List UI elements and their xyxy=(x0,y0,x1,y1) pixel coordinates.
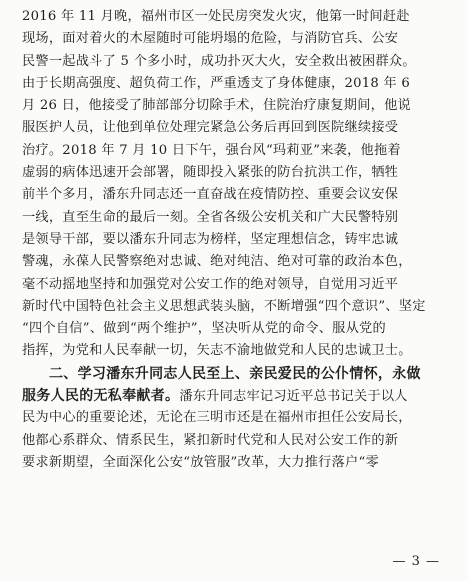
text-line: 服医护人员，让他到单位处理完紧急公务后再回到医院继续接受 xyxy=(22,120,399,136)
text-line: 现场，面对着火的木屋随时可能坍塌的危险，与消防官兵、公安 xyxy=(22,31,399,47)
text-line: 毫不动摇地坚持和加强党对公安工作的绝对领导，自觉用习近平 xyxy=(22,276,399,292)
text-line: 新时代中国特色社会主义思想武装头脑，不断增强“四个意识”、坚定 xyxy=(22,298,426,314)
text-line: 一线，直至生命的最后一刻。全省各级公安机关和广大民警特别 xyxy=(22,209,399,225)
text-line: 他都心系群众、情系民生，紧扣新时代党和人民对公安工作的新 xyxy=(22,432,399,448)
text-line: 前半个多月，潘东升同志还一直奋战在疫情防控、重要会议安保 xyxy=(22,187,399,203)
text-line: 警魂，永葆人民警察绝对忠诚、绝对纯洁、绝对可靠的政治本色， xyxy=(22,254,412,270)
paragraph-start: 潘东升同志牢记习近平总书记关于以人 xyxy=(179,389,408,405)
section-heading-end: 服务人民的无私奉献者。 xyxy=(22,388,180,405)
text-line: 由于长期高强度、超负荷工作，严重透支了身体健康，2018 年 6 xyxy=(22,75,411,91)
text-line: 要求新期望，全面深化公安“放管服”改革，大力推行落户“零 xyxy=(22,454,379,470)
section-heading-continued xyxy=(22,385,452,407)
text-line: 民为中心的重要论述，无论在三明市还是在福州市担任公安局长， xyxy=(22,410,412,426)
text-line: 虚弱的病体迅速开会部署，随即投入紧张的防台抗洪工作，牺牲 xyxy=(22,165,399,181)
text-line: “四个自信”、做到“两个维护”，坚决听从党的命令、服从党的 xyxy=(22,321,386,337)
text-line: 民警一起战斗了 5 个多小时，成功扑灭大火，安全救出被困群众。 xyxy=(22,53,416,69)
body-text xyxy=(22,6,452,474)
text-line: 是领导干部，要以潘东升同志为榜样，坚定理想信念，铸牢忠诚 xyxy=(22,231,399,247)
section-heading: 二、学习潘东升同志人民至上、亲民爱民的公仆情怀，永做 xyxy=(49,365,421,382)
text-line: 月 26 日，他接受了肺部部分切除手术，住院治疗康复期间，他说 xyxy=(22,98,411,114)
text-line: 治疗。2018 年 7 月 10 日下午，强台风“玛莉亚”来袭，他拖着 xyxy=(22,142,401,158)
page-number: — 3 — xyxy=(392,554,440,569)
text-line: 2016 年 11 月晚，福州市区一处民房突发火灾，他第一时间赶赴 xyxy=(22,9,410,24)
text-line: 指挥，为党和人民奉献一切，矢志不渝地做党和人民的忠诚卫士。 xyxy=(22,343,412,359)
